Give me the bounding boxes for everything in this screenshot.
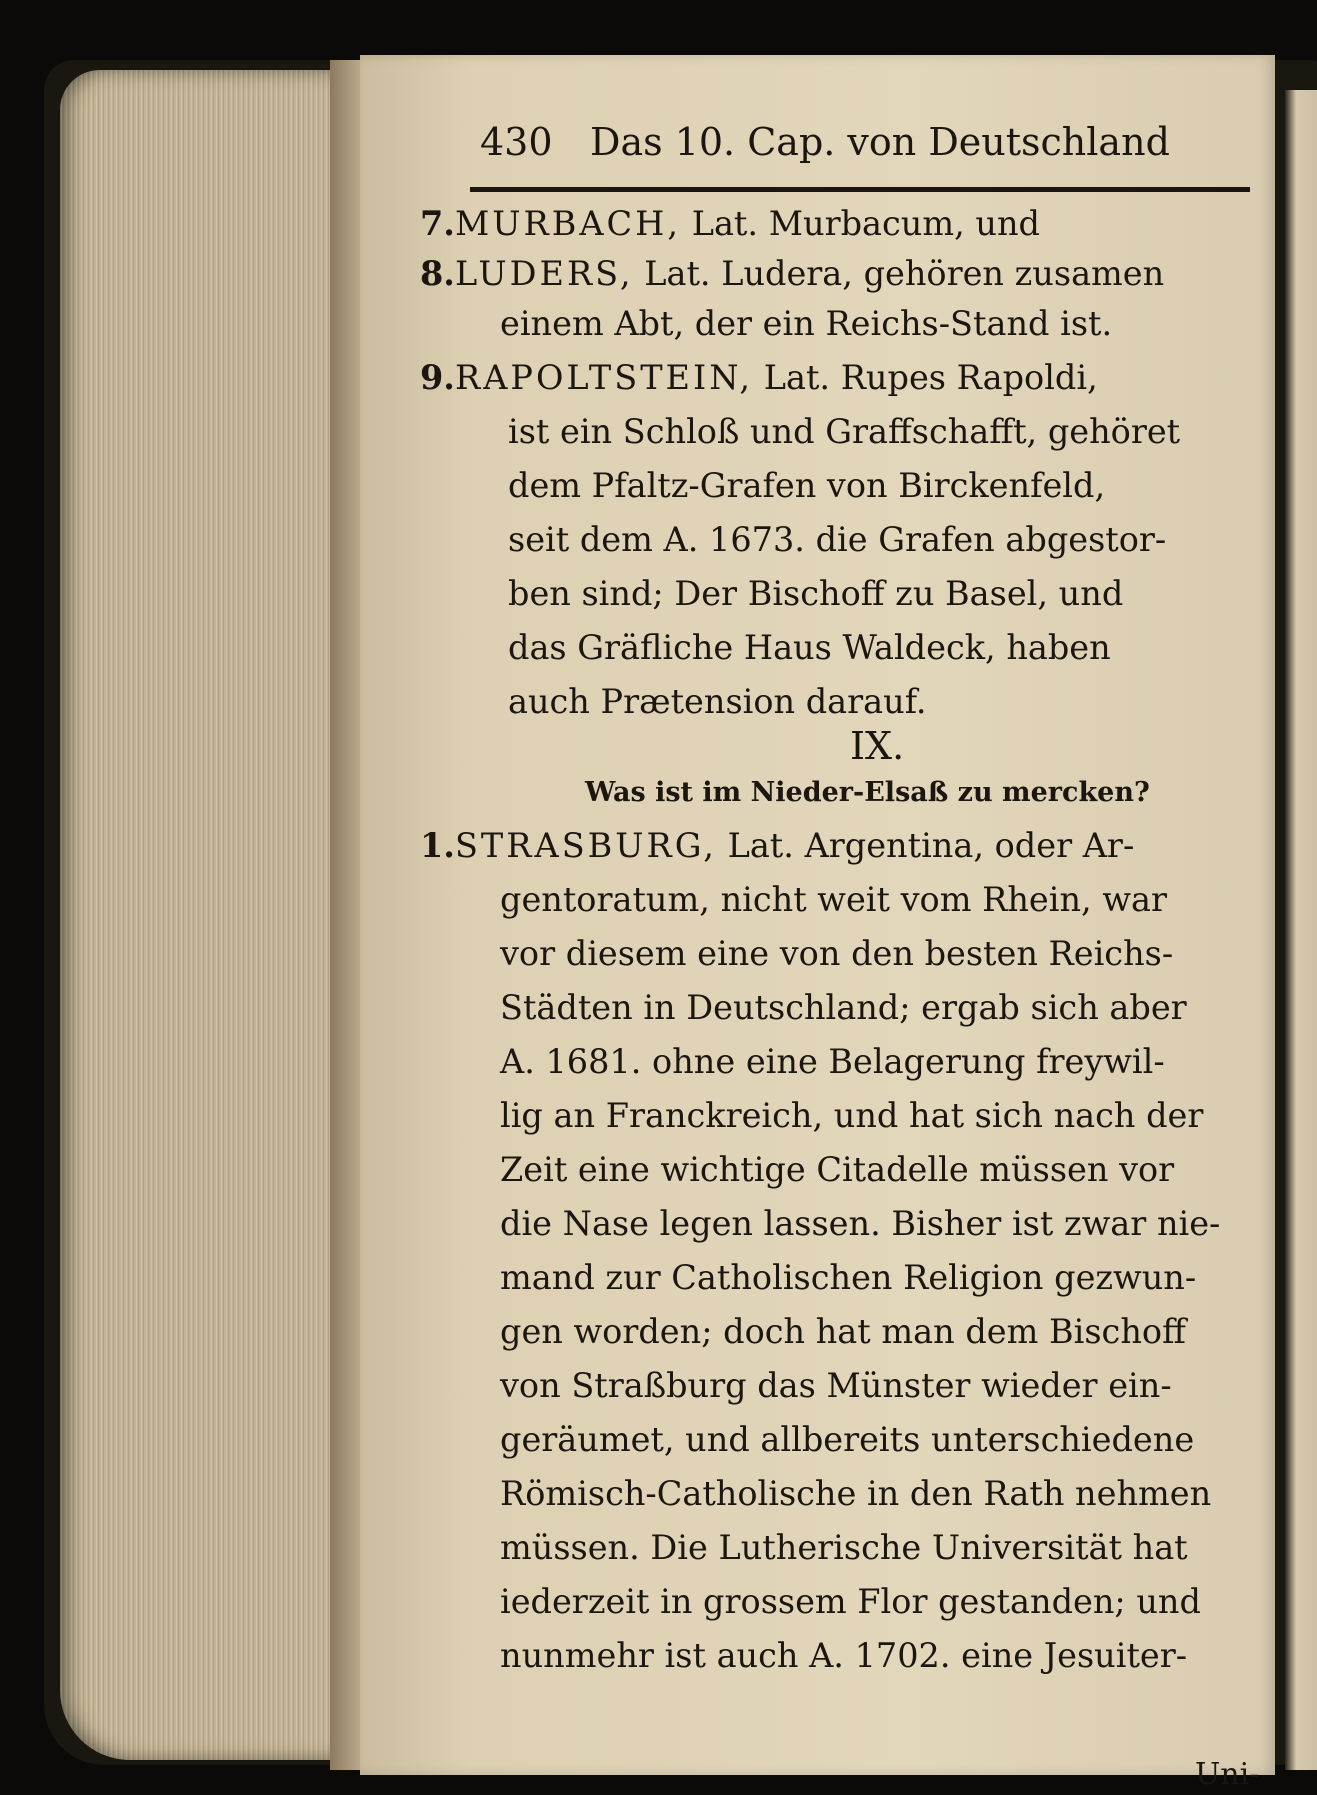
page-text	[360, 55, 1275, 1792]
text-line: dem Pfaltz-Grafen von Birckenfeld,	[508, 466, 1106, 505]
text-line: A. 1681. ohne eine Belagerung freywil-	[500, 1042, 1165, 1081]
text-line: ben sind; Der Bischoff zu Basel, und	[508, 574, 1124, 613]
text-line: gen worden; doch hat man dem Bischoff	[500, 1312, 1186, 1351]
text-line: müssen. Die Lutherische Universität hat	[500, 1528, 1188, 1567]
book-page	[360, 55, 1275, 1792]
text-line: geräumet, und allbereits unterschiedene	[500, 1420, 1195, 1459]
facing-page-edge	[1285, 90, 1317, 1770]
section-number: IX.	[850, 724, 905, 768]
page-block-edges	[60, 70, 340, 1760]
text-line: 1.STRASBURG, Lat. Argentina, oder Ar-	[420, 826, 1135, 865]
text-line: 9.RAPOLTSTEIN, Lat. Rupes Rapoldi,	[420, 358, 1098, 397]
text-line: Zeit eine wichtige Citadelle müssen vor	[500, 1150, 1175, 1189]
text-line: ist ein Schloß und Graffschafft, gehöret	[508, 412, 1181, 451]
text-line: Römisch-Catholische in den Rath nehmen	[500, 1474, 1212, 1513]
text-line: iederzeit in grossem Flor gestanden; und	[500, 1582, 1201, 1621]
text-line: Städten in Deutschland; ergab sich aber	[500, 988, 1187, 1027]
page-number: 430	[480, 120, 553, 164]
section-heading: Was ist im Nieder-Elsaß zu mercken?	[585, 777, 1150, 808]
catchword: Uni-	[1195, 1757, 1260, 1792]
text-line: das Gräfliche Haus Waldeck, haben	[508, 628, 1111, 667]
header-rule	[470, 187, 1250, 192]
text-line: auch Prætension darauf.	[508, 682, 927, 721]
text-line: einem Abt, der ein Reichs-Stand ist.	[500, 304, 1113, 343]
text-line: seit dem A. 1673. die Grafen abgestor-	[508, 520, 1167, 559]
text-line: 7.MURBACH, Lat. Murbacum, und	[420, 204, 1040, 243]
text-line: lig an Franckreich, und hat sich nach der	[500, 1096, 1204, 1135]
running-header	[480, 119, 1240, 165]
text-line: gentoratum, nicht weit vom Rhein, war	[500, 880, 1168, 919]
running-title: Das 10. Cap. von Deutschland	[590, 120, 1170, 164]
text-line: 8.LUDERS, Lat. Ludera, gehören zusamen	[420, 254, 1165, 293]
text-line: mand zur Catholischen Religion gezwun-	[500, 1258, 1197, 1297]
text-line: nunmehr ist auch A. 1702. eine Jesuiter-	[500, 1636, 1188, 1675]
text-line: die Nase legen lassen. Bisher ist zwar nie-	[500, 1204, 1221, 1243]
text-line: von Straßburg das Münster wieder ein-	[500, 1366, 1172, 1405]
text-line: vor diesem eine von den besten Reichs-	[500, 934, 1174, 973]
